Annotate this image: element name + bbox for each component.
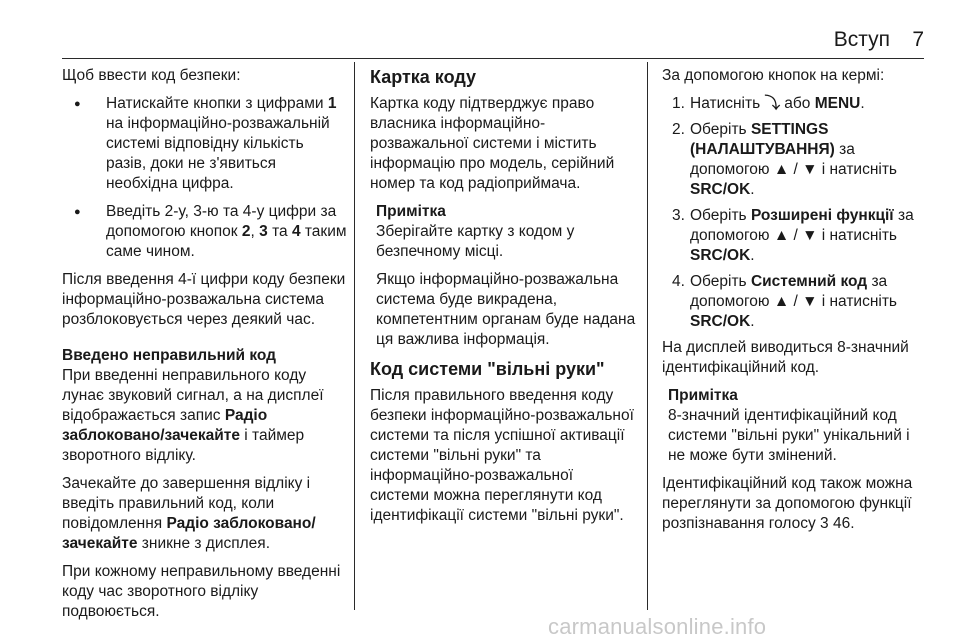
paragraph-text: При введенні неправильного коду лунає звуковий сигнал, а на дисплеї відображається запис (62, 367, 324, 424)
paragraph-text: Ідентифікаційний код також можна переглянути за допомогою функції розпізнавання голосу (662, 475, 913, 532)
bold-button-name: SRC/OK (690, 247, 751, 264)
step-text: Оберіть (690, 207, 751, 224)
step-text: за допомогою ▲ / ▼ і натисніть (690, 273, 898, 310)
voice-reference-paragraph (662, 474, 926, 534)
steps-list (662, 94, 926, 332)
bullet-text: на інформаційно-розважальній системі відповідну кількість разів, доки не з'явиться необхідна цифра. (106, 115, 330, 192)
header-rule (62, 58, 924, 59)
watermark: carmanualsonline.info (548, 614, 767, 639)
note-paragraph-2: Якщо інформаційно-розважальна система буде викрадена, компетентним органам буде надана ця важлива інформація. (376, 271, 636, 348)
page-header (0, 28, 960, 54)
note-title: Примітка (668, 387, 738, 404)
bold-key: 1 (327, 95, 337, 112)
phone-hook-icon: ⤵ (764, 95, 780, 112)
display-paragraph: На дисплей виводиться 8-значний ідентифікаційний код. (662, 339, 909, 376)
step-text: . (860, 95, 865, 112)
step-text: . (750, 313, 755, 330)
step-text: Оберіть (690, 121, 751, 138)
bold-menu-name: Розширені функції (750, 207, 894, 224)
step-item (662, 206, 926, 266)
bullet-text: та (267, 223, 292, 240)
code-entry-bullets (62, 94, 348, 262)
note-paragraph: 8-значний ідентифікаційний код системи "вільні руки" унікальний і не може бути змінений. (668, 407, 910, 464)
paragraph-text: Зачекайте до завершення відліку і введіть правильний код, коли повідомлення (62, 475, 311, 532)
bullet-text: Введіть 2-у, 3-ю та 4-у цифри за допомогою кнопок (106, 203, 337, 240)
code-card-paragraph: Картка коду підтверджує право власника інформаційно-розважальної системи і містить інформацію про модель, серійний номер та код радіоприймача. (370, 95, 615, 192)
bullet-item (62, 202, 348, 262)
bold-message: Радіо заблоковано/зачекайте (62, 515, 316, 552)
code-card-heading: Картка коду (370, 67, 476, 87)
bold-key: 3 (259, 223, 268, 240)
bold-button-name: SRC/OK (690, 313, 751, 330)
page-title: Вступ (833, 28, 890, 51)
step-number: 3. (672, 207, 685, 224)
bullet-text: , (250, 223, 260, 240)
bold-key: 4 (291, 223, 301, 240)
bullet-text: Натискайте кнопки з цифрами (106, 95, 328, 112)
steering-intro: За допомогою кнопок на кермі: (662, 67, 885, 84)
column-2 (370, 66, 636, 534)
note-block (370, 202, 636, 350)
step-item (662, 94, 926, 114)
step-number: 2. (672, 121, 685, 138)
step-number: 4. (672, 273, 685, 290)
step-text: . (750, 247, 755, 264)
note-block (662, 386, 926, 466)
wrong-code-heading: Введено неправильний код (62, 347, 276, 364)
note-title: Примітка (376, 203, 446, 220)
handsfree-code-paragraph: Після правильного введення коду безпеки інформаційно-розважальної системи та після успішної активації системи "вільні руки" та інформаційно-розважальної системи можна переглянути код ідентифікації системи "вільні руки". (370, 387, 634, 524)
page-reference-icon[interactable]: 3 (820, 515, 829, 532)
paragraph-text: і таймер зворотного відліку. (62, 427, 305, 464)
step-text: . (750, 181, 755, 198)
bold-button-name: SRC/OK (690, 181, 751, 198)
step-item (662, 272, 926, 332)
column-1 (62, 66, 348, 630)
wrong-code-paragraph-1 (62, 366, 348, 466)
step-item (662, 120, 926, 200)
paragraph-text: 46. (828, 515, 855, 532)
handsfree-code-heading: Код системи "вільні руки" (370, 359, 605, 379)
column-divider-left (354, 62, 355, 610)
bold-button-name: MENU (814, 95, 861, 112)
code-entry-intro: Щоб ввести код безпеки: (62, 67, 241, 84)
column-3 (662, 66, 926, 542)
bold-message: Радіо заблоковано/зачекайте (62, 407, 268, 444)
step-number: 1. (672, 95, 685, 112)
bold-menu-name: SETTINGS (НАЛАШТУВАННЯ) (690, 121, 835, 158)
step-text: Натисніть (690, 95, 765, 112)
step-text: за допомогою ▲ / ▼ і натисніть (690, 141, 898, 178)
step-text: Оберіть (690, 273, 751, 290)
paragraph-text: зникне з дисплея. (137, 535, 271, 552)
bullet-text: таким саме чином. (106, 223, 347, 260)
page-number: 7 (912, 28, 924, 51)
bullet-item (62, 94, 348, 194)
step-text: або (779, 95, 815, 112)
column-divider-right (647, 62, 648, 610)
wrong-code-paragraph-2 (62, 474, 348, 554)
step-text: за допомогою ▲ / ▼ і натисніть (690, 207, 914, 244)
unlock-paragraph: Після введення 4-ї цифри коду безпеки інформаційно-розважальна система розблоковується через деякий час. (62, 271, 346, 328)
bold-key: 2 (241, 223, 251, 240)
bold-menu-name: Системний код (750, 273, 868, 290)
wrong-code-paragraph-3: При кожному неправильному введенні коду час зворотного відліку подвоюється. (62, 563, 341, 620)
note-paragraph-1: Зберігайте картку з кодом у безпечному місці. (376, 223, 575, 260)
